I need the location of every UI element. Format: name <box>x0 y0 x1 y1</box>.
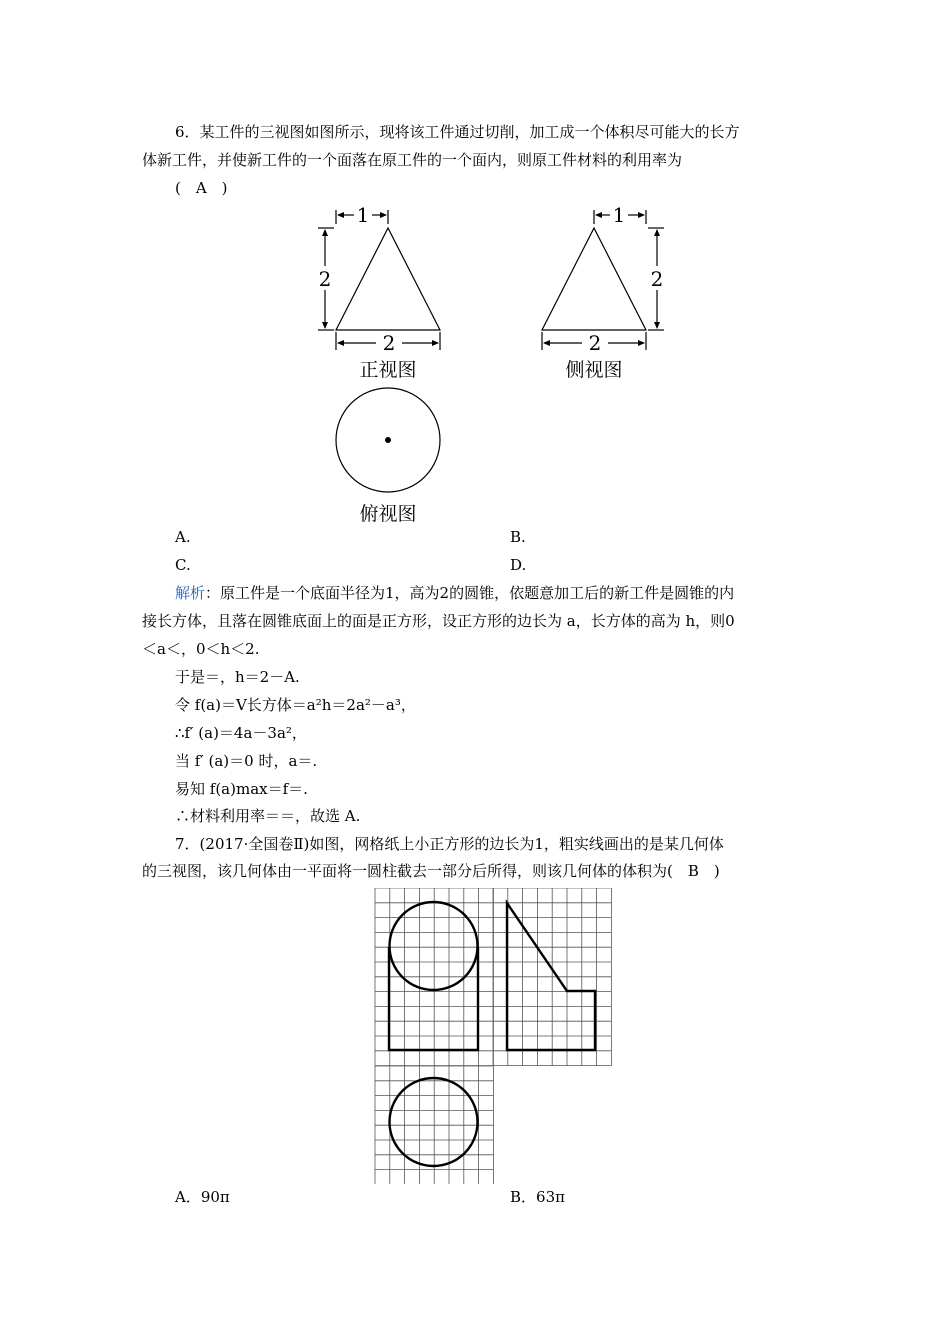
top-view-circle <box>390 1078 478 1166</box>
front-dim-base: 2 <box>382 331 396 355</box>
q6-solution-line8: 易知 f(a)max＝f＝. <box>175 780 308 798</box>
side-view-label: 侧视图 <box>565 359 623 381</box>
top-view-center-dot <box>385 437 391 443</box>
top-view-label: 俯视图 <box>359 503 417 525</box>
side-view-triangle <box>542 228 646 330</box>
q6-stem-line2: 体新工件，并使新工件的一个面落在原工件的一个面内，则原工件材料的利用率为 <box>142 151 683 169</box>
front-view-outline <box>389 947 478 1050</box>
q6-option-a: A. <box>175 528 191 546</box>
q6-solution-line5: 令 f(a)＝V长方体＝a²h＝2a²－a³， <box>175 696 416 714</box>
side-view-grid <box>493 888 611 1066</box>
q7-option-b: B．63π <box>510 1188 565 1206</box>
q7-option-a: A．90π <box>175 1188 230 1206</box>
q6-solution-line4: 于是＝，h＝2－A. <box>175 668 300 686</box>
q7-stem-line1: 7．(2017·全国卷Ⅱ)如图，网格纸上小正方形的边长为1，粗实线画出的是某几何体 <box>175 835 724 853</box>
side-dim-height: 2 <box>650 267 664 291</box>
q6-solution-line2: 接长方体，且落在圆锥底面上的面是正方形，设正方形的边长为 a，长方体的高为 h，则0 <box>142 612 735 630</box>
q6-solution-line9: ∴材料利用率＝＝，故选 A. <box>175 807 361 825</box>
q6-solution-line3: ＜a＜，0＜h＜2. <box>142 640 260 658</box>
q6-option-d: D. <box>510 556 527 574</box>
front-dim-height: 2 <box>318 267 332 291</box>
q6-solution-line7: 当 f′ (a)＝0 时，a＝. <box>175 752 318 770</box>
q7-stem-line2: 的三视图，该几何体由一平面将一圆柱截去一部分后所得，则该几何体的体积为( B ) <box>142 862 720 880</box>
solution-tag: 解析 <box>175 584 206 602</box>
side-dim-base: 2 <box>588 331 602 355</box>
q6-answer: ( A ) <box>175 179 228 197</box>
q6-solution-line6: ∴f′ (a)＝4a－3a²， <box>175 724 307 742</box>
q7-grid-three-view-figure <box>372 888 612 1184</box>
q6-stem-line1: 6．某工件的三视图如图所示，现将该工件通过切削，加工成一个体积尽可能大的长方 <box>175 123 740 141</box>
side-dim-top: 1 <box>612 203 626 227</box>
front-view-triangle <box>336 228 440 330</box>
front-view-label: 正视图 <box>359 359 417 381</box>
q6-option-c: C. <box>175 556 191 574</box>
q6-solution-line1: 解析：原工件是一个底面半径为1，高为2的圆锥，依题意加工后的新工件是圆锥的内 <box>175 584 735 602</box>
q6-three-view-figure <box>310 200 670 530</box>
front-dim-top: 1 <box>356 203 370 227</box>
q6-option-b: B. <box>510 528 526 546</box>
front-view-grid <box>375 888 493 1066</box>
